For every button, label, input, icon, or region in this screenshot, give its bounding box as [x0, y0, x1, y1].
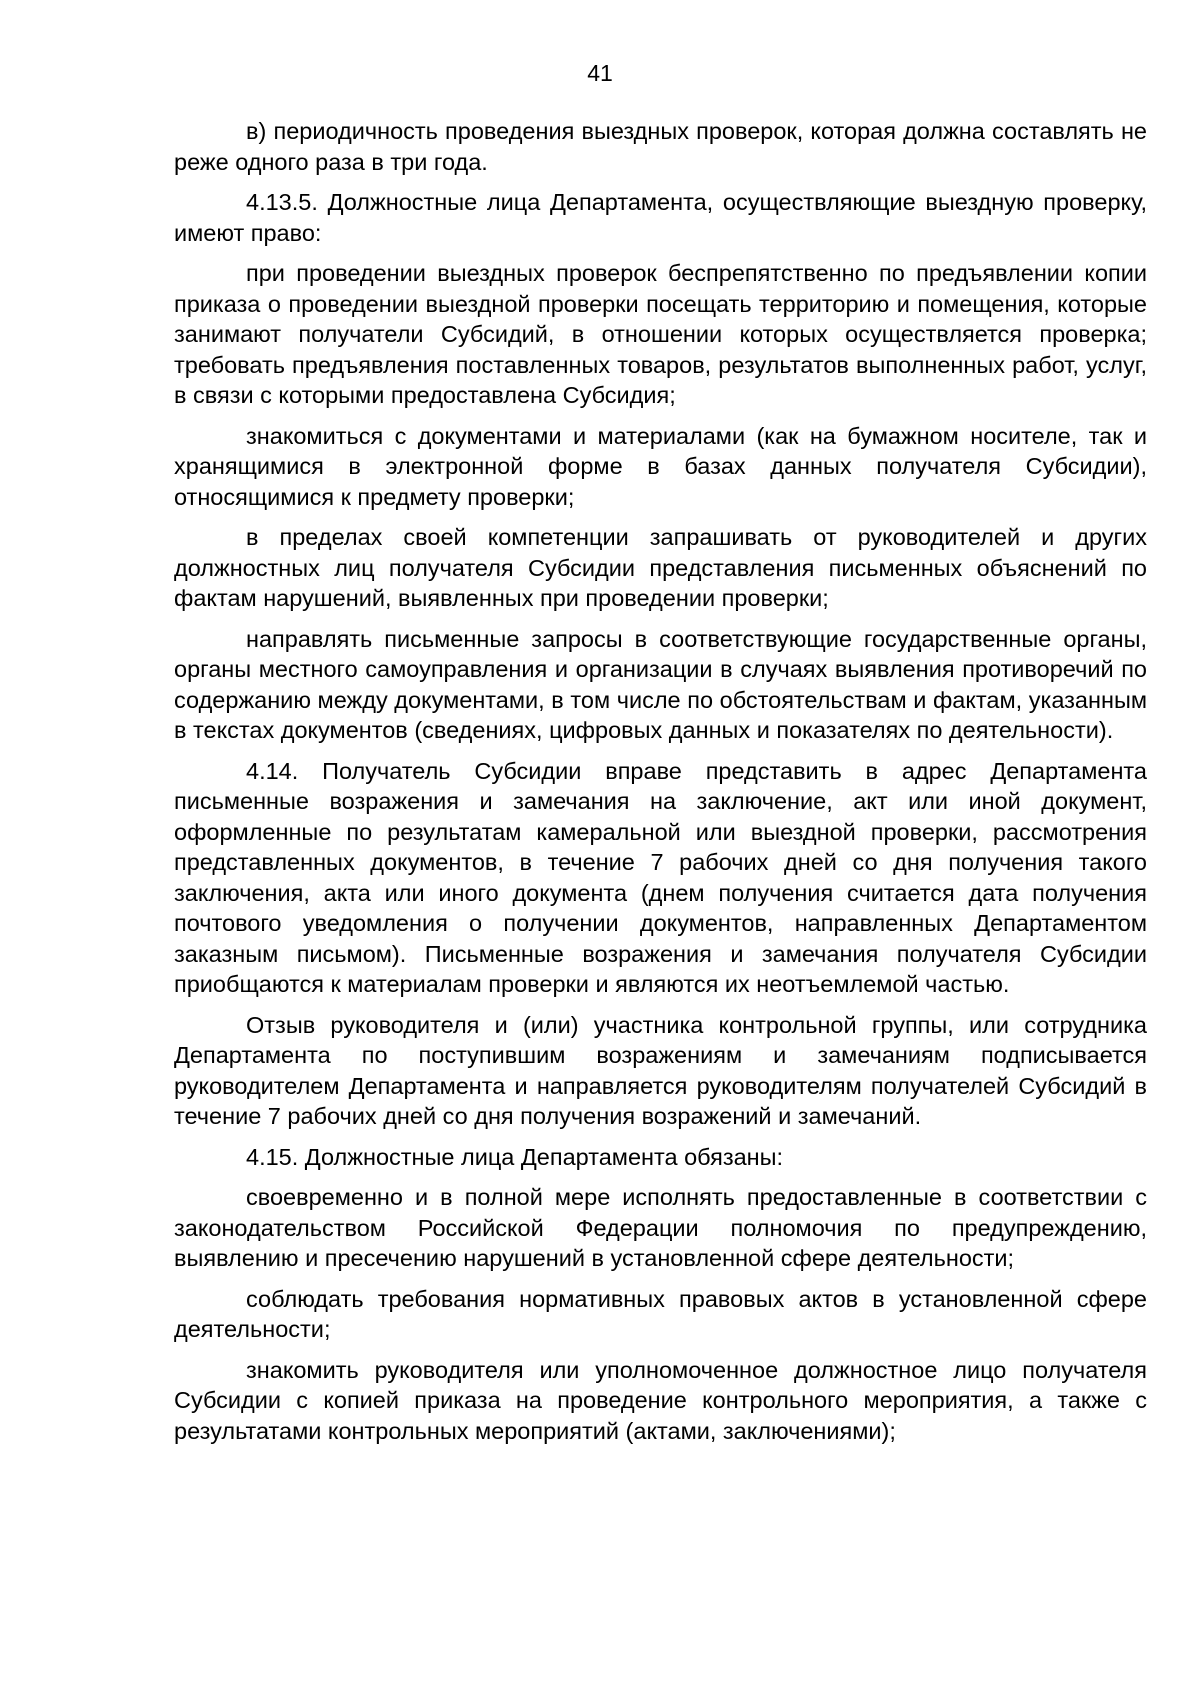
paragraph-review-response: Отзыв руководителя и (или) участника контрольной группы, или сотрудника Департамента по поступившим возражениям и замечаниям подписывается руководителем Департамента и направляется руководителям получателей Субсидий в течение 7 рабочих дней со дня получения возражений и замечаний.: [174, 1011, 1147, 1129]
paragraph-duty-comply-regulations: соблюдать требования нормативных правовых актов в установленной сфере деятельности;: [174, 1285, 1147, 1342]
paragraph-4-13-5: 4.13.5. Должностные лица Департамента, осуществляющие выездную проверку, имеют право:: [174, 189, 1147, 246]
paragraph-duty-exercise-powers: своевременно и в полной мере исполнять предоставленные в соответствии с законодательством Российской Федерации полномочия по предупреждению, выявлению и пресечению нарушений в установленной сфере деятельности;: [174, 1184, 1147, 1271]
paragraph-right-visit-premises: при проведении выездных проверок беспрепятственно по предъявлении копии приказа о проведении выездной проверки посещать территорию и помещения, которые занимают получатели Субсидий, в отношении которых осуществляется проверка; требовать предъявления поставленных товаров, результатов выполненных работ, услуг, в связи с которыми предоставлена Субсидия;: [174, 260, 1147, 408]
paragraph-duty-inform-recipient: знакомить руководителя или уполномоченное должностное лицо получателя Субсидии с копией приказа на проведение контрольного мероприятия, а также с результатами контрольных мероприятий (актами, заключениями);: [174, 1356, 1147, 1444]
paragraph-right-send-inquiries: направлять письменные запросы в соответствующие государственные органы, органы местного самоуправления и организации в случаях выявления противоречий по содержанию между документами, в том числе по обстоятельствам и фактам, указанным в текстах документов (сведениях, цифровых данных и показателях по деятельности).: [174, 625, 1147, 743]
paragraph-4-14: 4.14. Получатель Субсидии вправе представить в адрес Департамента письменные возражения и замечания на заключение, акт или иной документ, оформленные по результатам камеральной или выездной проверки, рассмотрения представленных документов, в течение 7 рабочих дней со дня получения такого заключения, акта или иного документа (днем получения считается дата получения почтового уведомления о получении документов, направленных Департаментом заказным письмом). Письменные возражения и замечания получателя Субсидии приобщаются к материалам проверки и являются их неотъемлемой частью.: [174, 757, 1147, 997]
page-number: 41: [587, 60, 613, 86]
paragraph-right-request-explanations: в пределах своей компетенции запрашивать от руководителей и других должностных лиц получателя Субсидии представления письменных объяснений по фактам нарушений, выявленных при проведении проверки;: [174, 524, 1147, 611]
document-body: [174, 116, 1147, 1456]
paragraph-4-13-4-v: в) периодичность проведения выездных проверок, которая должна составлять не реже одного раза в три года.: [174, 118, 1147, 175]
paragraph-4-15: 4.15. Должностные лица Департамента обязаны:: [246, 1143, 784, 1170]
paragraph-right-review-documents: знакомиться с документами и материалами (как на бумажном носителе, так и хранящимися в электронной форме в базах данных получателя Субсидии), относящимися к предмету проверки;: [174, 422, 1147, 510]
